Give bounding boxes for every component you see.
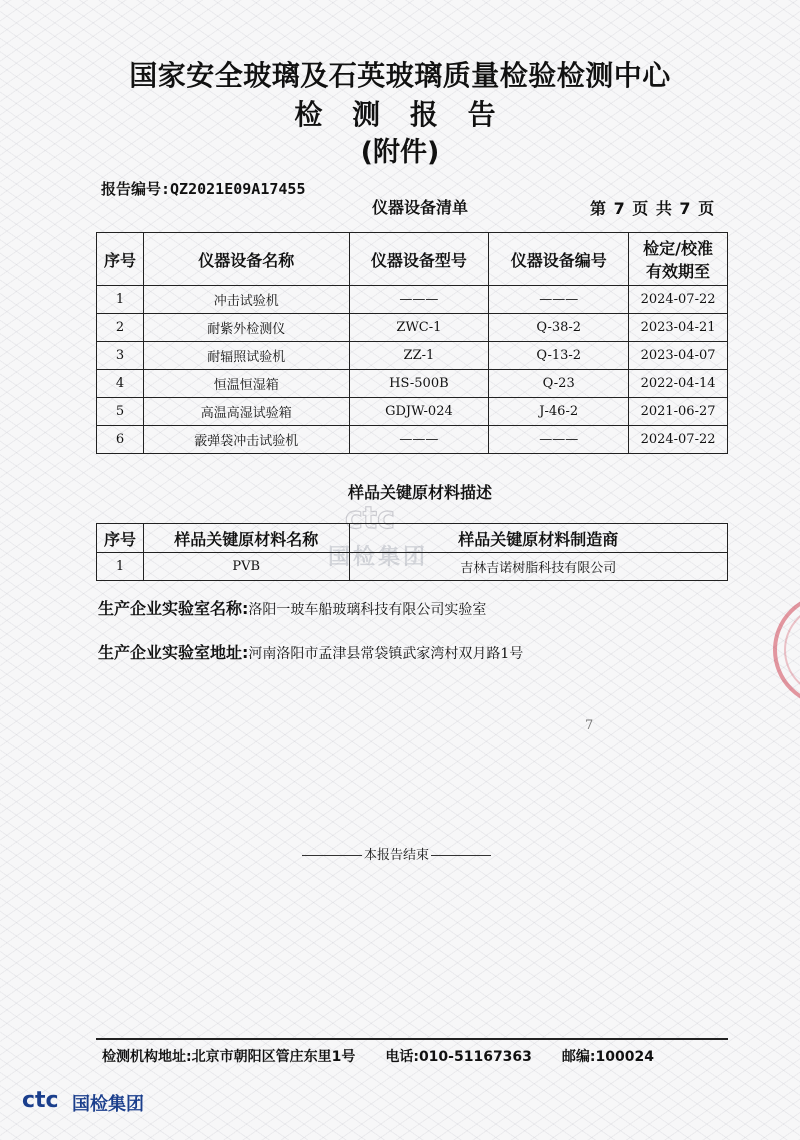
footer-postcode: 邮编:100024 — [561, 1049, 654, 1065]
footer — [102, 1046, 684, 1066]
cell-model: ZZ-1 — [349, 342, 489, 370]
report-number: 报告编号:QZ2021E09A17455 — [101, 180, 306, 198]
divider — [302, 855, 362, 856]
equipment-table — [96, 232, 728, 454]
materials-title: 样品关键原材料描述 — [347, 483, 492, 502]
svg-text:ctc: ctc — [345, 501, 395, 536]
col-header-name: 仪器设备名称 — [143, 233, 349, 286]
cell-index: 3 — [97, 342, 144, 370]
cell-name: 霰弹袋冲击试验机 — [143, 426, 349, 454]
footer-divider — [96, 1038, 728, 1040]
cell-date: 2022-04-14 — [629, 370, 728, 398]
col-header-expiry: 有效期至 — [646, 262, 711, 281]
table-row — [97, 314, 728, 342]
cell-name: 耐辐照试验机 — [143, 342, 349, 370]
cell-model: GDJW-024 — [349, 398, 489, 426]
watermark-text: 国检集团 — [328, 545, 429, 570]
lab-name-field — [98, 596, 486, 619]
report-title: 检 测 报 告 — [294, 98, 506, 131]
cell-manufacturer: 吉林吉诺树脂科技有限公司 — [349, 553, 727, 581]
cell-number: ——— — [489, 286, 629, 314]
footer-address: 检测机构地址:北京市朝阳区管庄东里1号 — [102, 1049, 356, 1065]
cell-name: 高温高湿试验箱 — [143, 398, 349, 426]
ctc-logo-icon — [22, 1086, 72, 1112]
table-header-row — [97, 233, 728, 286]
cell-model: ——— — [349, 426, 489, 454]
cell-material-name: PVB — [143, 553, 349, 581]
cell-date: 2024-07-22 — [629, 286, 728, 314]
col-header-index: 序号 — [97, 524, 144, 553]
cell-name: 恒温恒湿箱 — [143, 370, 349, 398]
col-header-model: 仪器设备型号 — [349, 233, 489, 286]
cell-number: Q-13-2 — [489, 342, 629, 370]
end-text: 本报告结束 — [364, 848, 430, 863]
col-header-number: 仪器设备编号 — [489, 233, 629, 286]
cell-date: 2023-04-07 — [629, 342, 728, 370]
col-header-material-name: 样品关键原材料名称 — [143, 524, 349, 553]
cell-number: J-46-2 — [489, 398, 629, 426]
cell-date: 2023-04-21 — [629, 314, 728, 342]
logo-text: 国检集团 — [72, 1094, 144, 1115]
cell-model: HS-500B — [349, 370, 489, 398]
cell-name: 耐紫外检测仪 — [143, 314, 349, 342]
equipment-list-title: 仪器设备清单 — [371, 198, 468, 217]
center-title: 国家安全玻璃及石英玻璃质量检验检测中心 — [129, 59, 671, 92]
col-header-valid-until — [629, 233, 728, 286]
lab-address-label: 生产企业实验室地址: — [98, 643, 249, 662]
cell-index: 6 — [97, 426, 144, 454]
cell-index: 1 — [97, 553, 144, 581]
cell-index: 1 — [97, 286, 144, 314]
cell-number: Q-23 — [489, 370, 629, 398]
seal-stamp-icon — [770, 590, 800, 710]
col-header-index: 序号 — [97, 233, 144, 286]
col-header-manufacturer: 样品关键原材料制造商 — [349, 524, 727, 553]
cell-index: 2 — [97, 314, 144, 342]
col-header-calibration: 检定/校准 — [643, 239, 713, 258]
cell-date: 2024-07-22 — [629, 426, 728, 454]
divider — [431, 855, 491, 856]
lab-address-value: 河南洛阳市孟津县常袋镇武家湾村双月路1号 — [248, 646, 524, 662]
stray-mark: 7 — [585, 718, 594, 733]
table-row — [97, 426, 728, 454]
cell-index: 4 — [97, 370, 144, 398]
footer-phone: 电话:010-51167363 — [385, 1049, 532, 1065]
page-info: 第 7 页 共 7 页 — [590, 199, 716, 218]
table-row — [97, 370, 728, 398]
materials-table — [96, 523, 728, 581]
table-row — [97, 553, 728, 581]
lab-name-value: 洛阳一玻车船玻璃科技有限公司实验室 — [248, 602, 487, 618]
table-header-row — [97, 524, 728, 553]
svg-text:ctc: ctc — [22, 1088, 59, 1112]
table-row — [97, 286, 728, 314]
cell-model: ——— — [349, 286, 489, 314]
table-row — [97, 398, 728, 426]
cell-number: ——— — [489, 426, 629, 454]
lab-name-label: 生产企业实验室名称: — [98, 599, 249, 618]
lab-address-field — [98, 640, 523, 663]
cell-date: 2021-06-27 — [629, 398, 728, 426]
cell-number: Q-38-2 — [489, 314, 629, 342]
end-of-report — [300, 844, 493, 863]
cell-name: 冲击试验机 — [143, 286, 349, 314]
cell-index: 5 — [97, 398, 144, 426]
cell-model: ZWC-1 — [349, 314, 489, 342]
table-row — [97, 342, 728, 370]
attachment-label: (附件) — [360, 137, 440, 168]
